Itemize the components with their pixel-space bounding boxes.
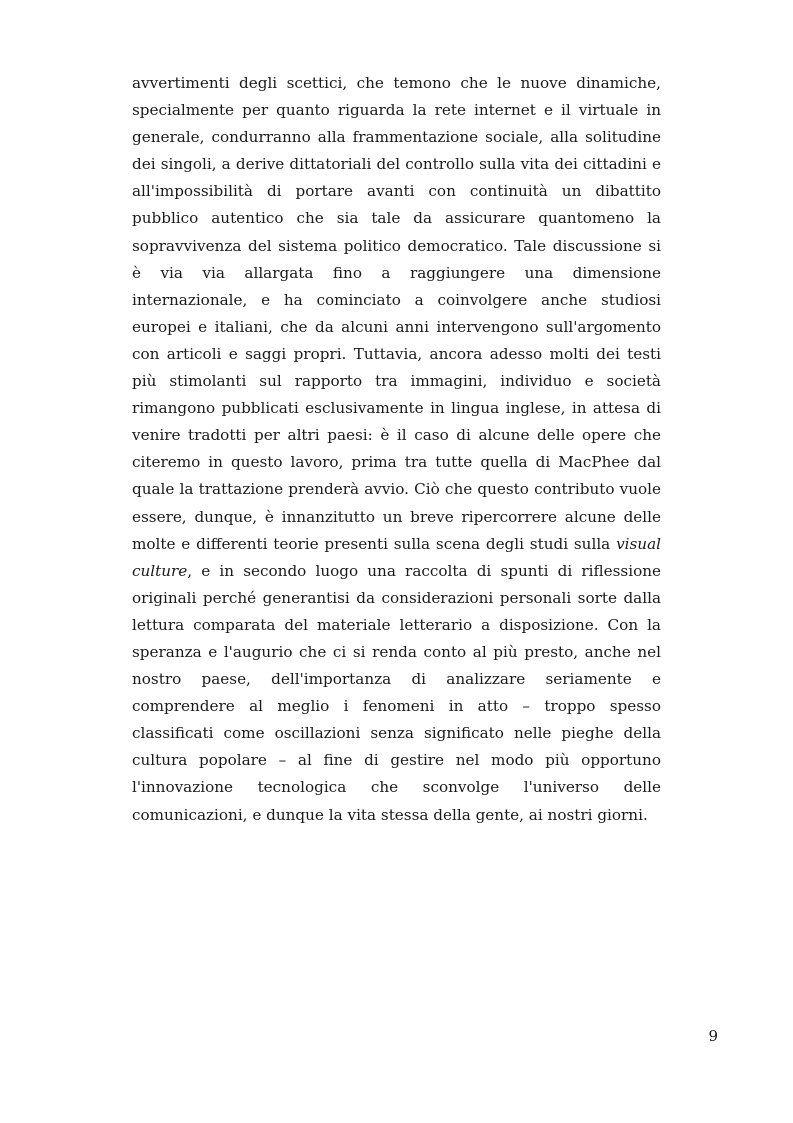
body-paragraph <box>132 70 661 829</box>
paragraph-text-part-2: , e in secondo luogo una raccolta di spunti di riflessione originali perché generantisi da considerazioni personali sorte dalla lettura comparata del materiale letterario a disposizione. Con la speranza e l'augurio che ci si renda conto al più presto, anche nel nostro paese, dell'importanza di analizzare seriamente e comprendere al meglio i fenomeni in atto – troppo spesso classificati come oscillazioni senza significato nelle pieghe della cultura popolare – al fine di gestire nel modo più opportuno l'innovazione tecnologica che sconvolge l'universo delle comunicazioni, e dunque la vita stessa della gente, ai nostri giorni. <box>132 561 661 824</box>
page-number: 9 <box>708 1027 718 1045</box>
paragraph-text-part-1: avvertimenti degli scettici, che temono che le nuove dinamiche, specialmente per quanto riguarda la rete internet e il virtuale in generale, condurranno alla frammentazione sociale, alla solitudine dei singoli, a derive dittatoriali del controllo sulla vita dei cittadini e all'impossibilità di portare avanti con continuità un dibattito pubblico autentico che sia tale da assicurare quantomeno la sopravvivenza del sistema politico democratico. Tale discussione si è via via allargata fino a raggiungere una dimensione internazionale, e ha cominciato a coinvolgere anche studiosi europei e italiani, che da alcuni anni intervengono sull'argomento con articoli e saggi propri. Tuttavia, ancora adesso molti dei testi più stimolanti sul rapporto tra immagini, individuo e società rimangono pubblicati esclusivamente in lingua inglese, in attesa di venire tradotti per altri paesi: è il caso di alcune delle opere che citeremo in questo lavoro, prima tra tutte quella di MacPhee dal quale la trattazione prenderà avvio. Ciò che questo contributo vuole essere, dunque, è innanzitutto un breve ripercorrere alcune delle molte e differenti teorie presenti sulla scena degli studi sulla <box>132 74 661 553</box>
paragraph-italic-term: visual culture <box>132 534 661 580</box>
